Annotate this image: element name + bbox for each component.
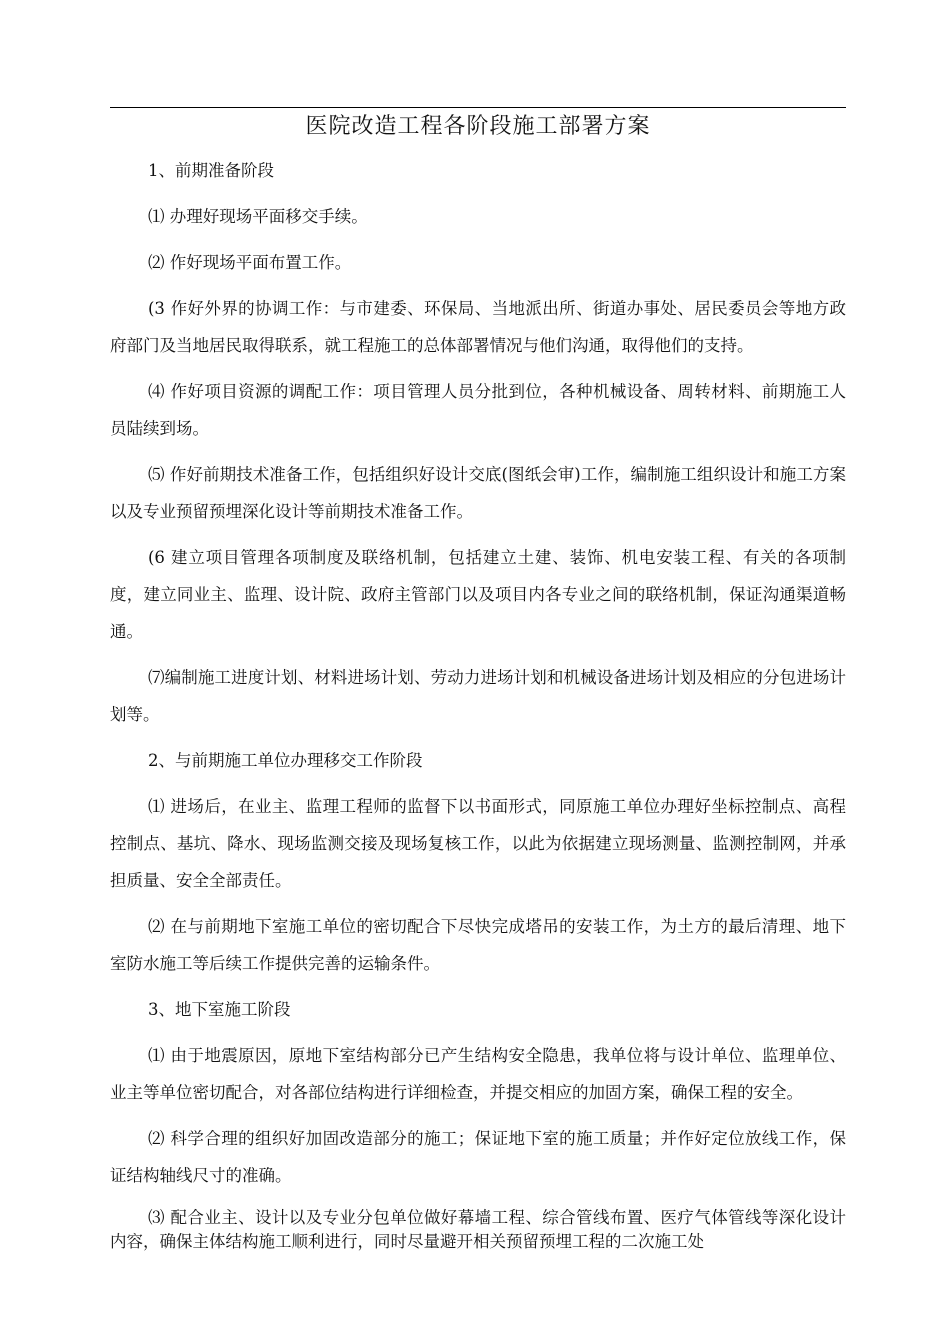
paragraph: ⑴ 进场后，在业主、监理工程师的监督下以书面形式，同原施工单位办理好坐标控制点、高程控制点、基坑、降水、现场监测交接及现场复核工作，以此为依据建立现场测量、监测控制网，并承担质量、安全全部责任。 xyxy=(110,797,846,890)
section-heading-2: 2、与前期施工单位办理移交工作阶段 xyxy=(148,751,423,770)
paragraph: ⑺编制施工进度计划、材料进场计划、劳动力进场计划和机械设备进场计划及相应的分包进场计划等。 xyxy=(110,668,846,724)
paragraph: ⑴ 办理好现场平面移交手续。 xyxy=(148,207,368,226)
paragraph: ⑷ 作好项目资源的调配工作：项目管理人员分批到位，各种机械设备、周转材料、前期施工人员陆续到场。 xyxy=(110,382,846,438)
section-heading-1: 1、前期准备阶段 xyxy=(148,161,274,180)
document-title: 医院改造工程各阶段施工部署方案 xyxy=(305,114,651,139)
paragraph: ⑶ 配合业主、设计以及专业分包单位做好幕墙工程、综合管线布置、医疗气体管线等深化设计内容，确保主体结构施工顺利进行，同时尽量避开相关预留预埋工程的二次施工处 xyxy=(110,1208,846,1251)
paragraph: ⑸ 作好前期技术准备工作，包括组织好设计交底(图纸会审)工作，编制施工组织设计和施工方案以及专业预留预埋深化设计等前期技术准备工作。 xyxy=(110,465,846,521)
paragraph: ⑵ 在与前期地下室施工单位的密切配合下尽快完成塔吊的安装工作，为土方的最后清理、地下室防水施工等后续工作提供完善的运输条件。 xyxy=(110,917,846,973)
document-body xyxy=(110,152,846,1263)
paragraph: ⑵ 科学合理的组织好加固改造部分的施工；保证地下室的施工质量；并作好定位放线工作，保证结构轴线尺寸的准确。 xyxy=(110,1129,846,1185)
paragraph: (6 建立项目管理各项制度及联络机制，包括建立土建、装饰、机电安装工程、有关的各项制度，建立同业主、监理、设计院、政府主管部门以及项目内各专业之间的联络机制，保证沟通渠道畅通。 xyxy=(110,548,846,641)
paragraph: (3 作好外界的协调工作：与市建委、环保局、当地派出所、街道办事处、居民委员会等地方政府部门及当地居民取得联系，就工程施工的总体部署情况与他们沟通，取得他们的支持。 xyxy=(110,299,846,355)
paragraph: ⑴ 由于地震原因，原地下室结构部分已产生结构安全隐患，我单位将与设计单位、监理单位、业主等单位密切配合，对各部位结构进行详细检查，并提交相应的加固方案，确保工程的安全。 xyxy=(110,1046,846,1102)
paragraph: ⑵ 作好现场平面布置工作。 xyxy=(148,253,352,272)
header-rule xyxy=(110,107,846,108)
section-heading-3: 3、地下室施工阶段 xyxy=(148,1000,291,1019)
